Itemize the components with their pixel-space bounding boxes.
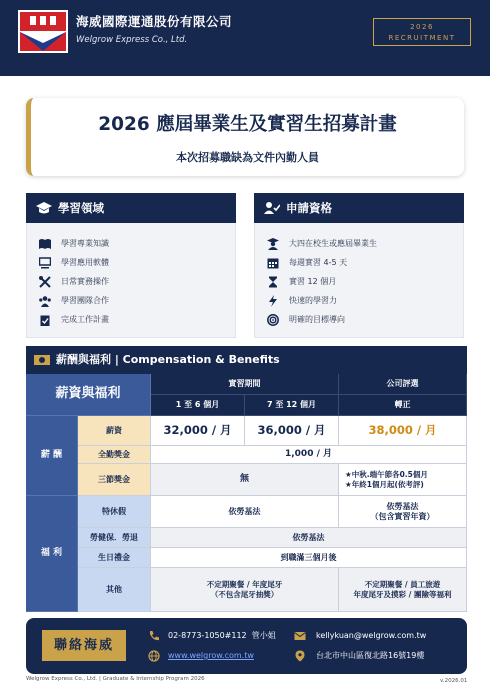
col-review: 公司評選 — [339, 374, 467, 395]
page-subtitle: 本次招募職缺為文件內勤人員 — [176, 151, 319, 164]
others-regular: 不定期聚餐 / 員工旅遊 年度尾牙及摸彩 / 團險等福利 — [339, 568, 467, 612]
salary-regular: 38,000 / 月 — [339, 416, 467, 446]
money-icon — [34, 354, 50, 366]
clipboard-check-icon — [39, 314, 51, 326]
company-name-en: Welgrow Express Co., Ltd. — [76, 35, 188, 45]
salary-7-12: 36,000 / 月 — [245, 416, 339, 446]
table-corner: 薪資與福利 — [26, 374, 151, 416]
footer-version: v.2026.01 — [440, 678, 468, 684]
computer-icon — [39, 257, 51, 269]
header-bar — [0, 0, 490, 76]
leave-internship: 依勞基法 — [151, 496, 339, 528]
row-label-attendance: 全勤獎金 — [78, 446, 151, 464]
badge-text: RECRUITMENT — [388, 34, 456, 42]
contact-button[interactable]: 聯絡海威 — [42, 630, 126, 661]
mail-icon — [294, 630, 306, 642]
group-salary: 薪 酬 — [26, 416, 78, 496]
row-label-others: 其他 — [78, 568, 151, 612]
compensation-section — [26, 346, 467, 612]
requirements-panel-header — [254, 193, 464, 223]
row-label-insurance: 勞健保．勞退 — [78, 528, 151, 548]
requirements-panel: 大四在校生或應屆畢業生 每週實習 4-5 天 實習 12 個月 快速的學習力 明確的目標導向 — [254, 223, 464, 338]
festival-regular: ★中秋.端午節各0.5個月 ★年終1個月起(依考評) — [339, 464, 467, 496]
badge-year: 2026 — [410, 23, 434, 31]
col-7-12-months: 7 至 12 個月 — [245, 395, 339, 416]
attendance-value: 1,000 / 月 — [151, 446, 467, 464]
footer-text: Welgrow Express Co., Ltd. | Graduate & Internship Program 2026 — [26, 676, 205, 682]
company-name-zh: 海威國際運通股份有限公司 — [76, 14, 233, 29]
compensation-heading: 薪酬與福利 | Compensation & Benefits — [56, 353, 280, 366]
learning-panel: 學習專業知識 學習應用軟體 日常實務操作 學習團隊合作 完成工作計畫 — [26, 223, 236, 338]
graduate-icon — [267, 238, 279, 250]
title-card — [26, 98, 464, 176]
globe-icon — [148, 650, 160, 662]
hourglass-icon — [267, 276, 279, 288]
graduation-cap-icon — [36, 201, 52, 215]
birthday-value: 到職滿三個月後 — [151, 548, 467, 568]
learning-heading: 學習領域 — [58, 201, 104, 215]
user-check-icon — [264, 201, 280, 215]
team-icon — [39, 295, 51, 307]
festival-internship: 無 — [151, 464, 339, 496]
contact-bar — [26, 618, 467, 674]
calendar-icon — [267, 257, 279, 269]
salary-1-6: 32,000 / 月 — [151, 416, 245, 446]
lightning-icon — [267, 295, 279, 307]
others-internship: 不定期聚餐 / 年度尾牙 （不包含尾牙抽獎） — [151, 568, 339, 612]
learning-panel-header — [26, 193, 236, 223]
row-label-leave: 特休假 — [78, 496, 151, 528]
compensation-header — [26, 346, 467, 374]
contact-phone[interactable]: 02-8773-1050#112 管小姐 — [168, 631, 276, 640]
book-icon — [39, 238, 51, 250]
recruitment-badge — [373, 18, 471, 46]
col-internship: 實習期間 — [151, 374, 339, 395]
location-pin-icon — [294, 650, 306, 662]
insurance-value: 依勞基法 — [151, 528, 467, 548]
phone-icon — [148, 630, 160, 642]
contact-email[interactable]: kellykuan@welgrow.com.tw — [316, 631, 427, 640]
row-label-festival: 三節獎金 — [78, 464, 151, 496]
company-logo — [18, 10, 68, 53]
target-icon — [267, 314, 279, 326]
tools-icon — [39, 276, 51, 288]
requirements-heading: 申請資格 — [286, 201, 332, 215]
row-label-salary: 薪資 — [78, 416, 151, 446]
col-regular: 轉正 — [339, 395, 467, 416]
group-benefits: 福 利 — [26, 496, 78, 612]
contact-address: 台北市中山區復北路16號19樓 — [316, 651, 425, 660]
col-1-6-months: 1 至 6 個月 — [151, 395, 245, 416]
contact-website[interactable]: www.welgrow.com.tw — [168, 651, 254, 660]
row-label-birthday: 生日禮金 — [78, 548, 151, 568]
page-title: 2026 應屆畢業生及實習生招募計畫 — [98, 114, 397, 135]
leave-regular: 依勞基法 （包含實習年資） — [339, 496, 467, 528]
